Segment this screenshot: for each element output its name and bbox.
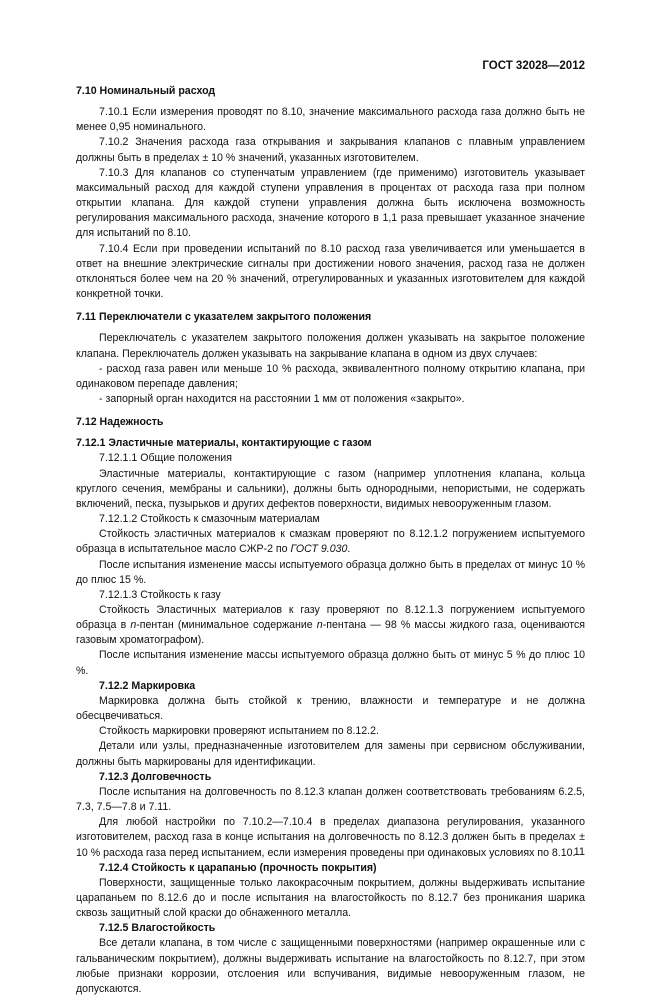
paragraph-7-11-intro: Переключатель с указателем закрытого положения должен указывать на закрытое положение клапана. Переключатель должен указывать на закрывание клапана в одном из двух случаев: (76, 332, 585, 360)
paragraph-7-12-1-2-b: После испытания изменение массы испытуемого образца должно быть в пределах от минус 10 % до плюс 15 %. (76, 558, 585, 586)
subsection-title-7-12-1-2: 7.12.1.2 Стойкость к смазочным материалам (99, 513, 320, 526)
list-item-7-11-1: - расход газа равен или меньше 10 % расхода, эквивалентного полному открытию клапана, при одинаковом перепаде давления; (76, 362, 585, 390)
paragraph-7-12-1-1: Эластичные материалы, контактирующие с газом (например уплотнения клапана, кольца круглого сечения, мембраны и сальники), должны быть однородными, непористыми, не содержать включений, песка, пузырьков и других дефектов поверхности, видимых невооруженным глазом. (76, 467, 585, 510)
page-content (76, 84, 585, 997)
paragraph-7-12-2-b: Стойкость маркировки проверяют испытанием по 8.12.2. (99, 725, 379, 738)
subsection-title-7-12-1-1: 7.12.1.1 Общие положения (99, 452, 232, 465)
paragraph-7-12-2-c: Детали или узлы, предназначенные изготовителем для замены при сервисном обслуживании, должны быть маркированы для идентификации. (76, 740, 585, 768)
subsection-title-7-12-1-3: 7.12.1.3 Стойкость к газу (99, 588, 221, 601)
section-title-7-10: 7.10 Номинальный расход (76, 85, 216, 97)
paragraph-7-12-1-2-a (76, 527, 585, 557)
paragraph-7-12-3-a: После испытания на долговечность по 8.12.3 клапан должен соответствовать требованиям 6.2.5, 7.3, 7.5—7.8 и 7.11. (76, 785, 585, 814)
paragraph-7-12-4: Поверхности, защищенные только лакокрасочным покрытием, должны выдерживать испытание царапаньем по 8.12.6 до и после испытания на влагостойкость по 8.12.7 без проникания шарика сквозь защитный слой краски до обнаженного металла. (76, 876, 585, 920)
page-number: 11 (573, 846, 585, 858)
subsection-title-7-12-1: 7.12.1 Эластичные материалы, контактирующие с газом (76, 437, 372, 450)
standard-reference: ГОСТ 9.030 (290, 543, 348, 556)
italic-n: n (316, 619, 323, 632)
paragraph-7-10-2: 7.10.2 Значения расхода газа открывания и закрывания клапанов с плавным управлением должны быть в пределах ± 10 % значений, указанных изготовителем. (76, 136, 585, 164)
text-run: . (347, 543, 351, 556)
document-id: ГОСТ 32028—2012 (482, 60, 585, 72)
paragraph-7-12-5: Все детали клапана, в том числе с защищенными поверхностями (например окрашенные или с гальваническим покрытием), должны выдерживать испытание на влагостойкость по 8.12.7, при этом любые признаки коррозии, отслоения или вспучивания, видимые невооруженным глазом, не допускаются. (76, 937, 585, 995)
paragraph-7-10-4: 7.10.4 Если при проведении испытаний по 8.10 расход газа увеличивается или уменьшается в ответ на внешние электрические сигналы при достижении нового значения, расход газа не должен отклоняться более чем на 20 % значений, отрегулированных и указанных изготовителем для каждой конкретной точки. (76, 242, 585, 301)
subsection-title-7-12-4: 7.12.4 Стойкость к царапанью (прочность покрытия) (99, 861, 377, 874)
paragraph-7-12-1-3-a (76, 603, 585, 648)
text-run: -пентана — 98 % массы жидкого газа, оцениваются газовым хроматографом). (76, 619, 585, 647)
paragraph-7-10-1: 7.10.1 Если измерения проводят по 8.10, значение максимального расхода газа должно быть не менее 0,95 номинального. (76, 106, 585, 134)
subsection-title-7-12-5: 7.12.5 Влагостойкость (99, 922, 216, 935)
text-run: Стойкость Эластичных материалов к газу проверяют по 8.12.1.3 погружением испытуемого образца в (76, 604, 585, 632)
paragraph-7-12-3-b: Для любой настройки по 7.10.2—7.10.4 в пределах диапазона регулирования, указанного изготовителем, расход газа в конце испытания на долговечность по 8.12.3 должен быть в пределах ± 10 % расхода газа перед испытанием, если измерения проведены при одинаковых условиях по 8.10. (76, 816, 585, 859)
italic-n: n (130, 619, 137, 632)
text-run: Стойкость эластичных материалов к смазкам проверяют по 8.12.1.2 погружением испытуемого образца в испытательное масло СЖР-2 по (76, 528, 585, 556)
paragraph-7-12-1-3-b: После испытания изменение массы испытуемого образца должно быть от минус 5 % до плюс 10 %. (76, 649, 585, 677)
list-item-7-11-2: - запорный орган находится на расстоянии 1 мм от положения «закрыто». (99, 392, 465, 405)
text-run: -пентан (минимальное содержание (136, 619, 317, 632)
subsection-title-7-12-3: 7.12.3 Долговечность (99, 770, 212, 783)
section-title-7-11: 7.11 Переключатели с указателем закрытого положения (76, 311, 372, 324)
section-title-7-12: 7.12 Надежность (76, 416, 164, 429)
paragraph-7-10-3: 7.10.3 Для клапанов со ступенчатым управлением (где применимо) изготовитель указывает максимальный расход для каждой ступени управления в процентах от расхода газа при полном открытии клапана. Для каждой ступени управления должна быть исключена возможность регулирования максимального расхода, значение которого в 1,1 раза превышает указанное значение для испытаний по 8.10. (76, 166, 585, 240)
paragraph-7-12-2-a: Маркировка должна быть стойкой к трению, влажности и температуре и не должна обесцвечиваться. (76, 694, 585, 723)
subsection-title-7-12-2: 7.12.2 Маркировка (99, 679, 196, 692)
